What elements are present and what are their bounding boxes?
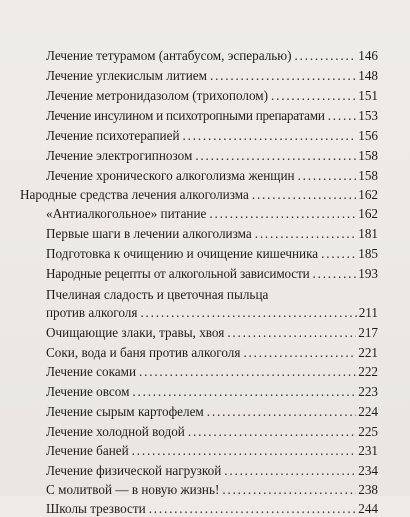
toc-entry-title: Лечение психотерапией bbox=[46, 128, 180, 143]
dot-leader bbox=[139, 364, 356, 380]
toc-entry-title: Подготовка к очищению и очищение кишечника bbox=[46, 246, 319, 261]
toc-entry-page: 193 bbox=[358, 266, 378, 281]
toc-entry bbox=[46, 384, 378, 400]
toc-entry-title: Лечение тетурамом (антабусом, эспералью) bbox=[46, 48, 292, 63]
toc-entry-title: Школы трезвости bbox=[46, 501, 146, 516]
toc-entry bbox=[46, 48, 378, 64]
toc-entry-page: 162 bbox=[358, 187, 378, 202]
dot-leader bbox=[227, 325, 356, 341]
toc-entry-page: 146 bbox=[358, 48, 378, 63]
toc-entry-page: 234 bbox=[358, 463, 378, 478]
toc-entry bbox=[46, 246, 378, 262]
toc-section-heading bbox=[20, 187, 378, 203]
dot-leader bbox=[195, 148, 356, 164]
toc-entry-page: 185 bbox=[358, 246, 378, 261]
toc-entry-page: 238 bbox=[358, 482, 378, 497]
dot-leader bbox=[183, 128, 357, 144]
toc-entry bbox=[46, 88, 378, 104]
toc-entry-title: Лечение метронидазолом (трихополом) bbox=[46, 88, 269, 103]
dot-leader bbox=[140, 305, 356, 321]
toc-entry bbox=[46, 206, 378, 222]
toc-entry bbox=[46, 68, 378, 84]
toc-entry-title-first-line: Пчелиная сладость и цветочная пыльца bbox=[46, 287, 269, 302]
toc-entry-title: С молитвой — в новую жизнь! bbox=[46, 482, 220, 497]
toc-entry bbox=[46, 443, 378, 459]
toc-entry-title: Народные средства лечения алкоголизма bbox=[20, 187, 249, 202]
dot-leader bbox=[209, 206, 356, 222]
toc-entry-title: Лечение соками bbox=[46, 364, 137, 379]
dot-leader bbox=[224, 463, 356, 479]
toc-entry-page: 221 bbox=[358, 345, 378, 360]
toc-entry-page: 211 bbox=[358, 305, 378, 320]
toc-entry bbox=[46, 325, 378, 341]
toc-entry-page: 181 bbox=[358, 226, 378, 241]
toc-entry-title: против алкоголя bbox=[46, 305, 138, 320]
toc-entry-title: Лечение физической нагрузкой bbox=[46, 463, 222, 478]
dot-leader bbox=[295, 48, 357, 64]
toc-entry bbox=[46, 364, 378, 380]
toc-entry bbox=[46, 463, 378, 479]
dot-leader bbox=[132, 443, 357, 459]
toc-entry-title: Лечение электрогипнозом bbox=[46, 148, 193, 163]
toc-entry-page: 158 bbox=[358, 168, 378, 183]
toc-entry-page: 162 bbox=[358, 206, 378, 221]
toc-entry-title: Первые шаги в лечении алкоголизма bbox=[46, 226, 252, 241]
toc-entry-page: 225 bbox=[358, 424, 378, 439]
toc-entry bbox=[46, 305, 378, 321]
toc-entry-page: 153 bbox=[358, 108, 378, 123]
toc-entry-title: Очищающие злаки, травы, хвоя bbox=[46, 325, 225, 340]
dot-leader bbox=[243, 345, 356, 361]
toc-entry-page: 148 bbox=[358, 68, 378, 83]
toc-entry bbox=[46, 148, 378, 164]
dot-leader bbox=[207, 404, 356, 420]
toc-entry bbox=[46, 226, 378, 242]
toc-entry-title: Лечение углекислым литием bbox=[46, 68, 207, 83]
toc-entry-title: Лечение инсулином и психотропными препаратами bbox=[46, 108, 325, 123]
toc-entry-title: Лечение овсом bbox=[46, 384, 130, 399]
toc-entry bbox=[46, 345, 378, 361]
toc-entry bbox=[46, 128, 378, 144]
dot-leader bbox=[210, 68, 356, 84]
toc-entry-title: Соки, вода и баня против алкоголя bbox=[46, 345, 241, 360]
dot-leader bbox=[328, 108, 357, 124]
toc-entry-page: 223 bbox=[358, 384, 378, 399]
toc-entry-page: 158 bbox=[358, 148, 378, 163]
toc-entry-page: 151 bbox=[358, 88, 378, 103]
toc-entry bbox=[46, 404, 378, 420]
toc-entry-title: Лечение холодной водой bbox=[46, 424, 185, 439]
toc-entry-title: «Антиалкогольное» питание bbox=[46, 206, 207, 221]
dot-leader bbox=[255, 226, 357, 242]
toc-entry-title: Народные рецепты от алкогольной зависимости bbox=[46, 266, 310, 281]
toc-entry bbox=[46, 424, 378, 440]
dot-leader bbox=[271, 88, 356, 104]
toc-entry-page: 217 bbox=[358, 325, 378, 340]
toc-entry bbox=[46, 108, 378, 124]
dot-leader bbox=[252, 187, 356, 203]
toc-entry-page: 231 bbox=[358, 443, 378, 458]
dot-leader bbox=[313, 266, 357, 282]
toc-entry-page: 156 bbox=[358, 128, 378, 143]
toc-entry-title: Лечение сырым картофелем bbox=[46, 404, 204, 419]
toc-entry-page: 244 bbox=[358, 501, 378, 516]
dot-leader bbox=[321, 246, 356, 262]
dot-leader bbox=[188, 424, 356, 440]
toc-entry bbox=[46, 501, 378, 517]
toc-entry bbox=[46, 168, 378, 184]
toc-entry bbox=[46, 266, 378, 282]
toc-entry-title: Лечение хронического алкоголизма женщин bbox=[46, 168, 295, 183]
toc-entry-page: 224 bbox=[358, 404, 378, 419]
toc-entry-title: Лечение баней bbox=[46, 443, 129, 458]
toc-entry-page: 222 bbox=[358, 364, 378, 379]
dot-leader bbox=[298, 168, 357, 184]
dot-leader bbox=[132, 384, 356, 400]
dot-leader bbox=[149, 501, 357, 517]
